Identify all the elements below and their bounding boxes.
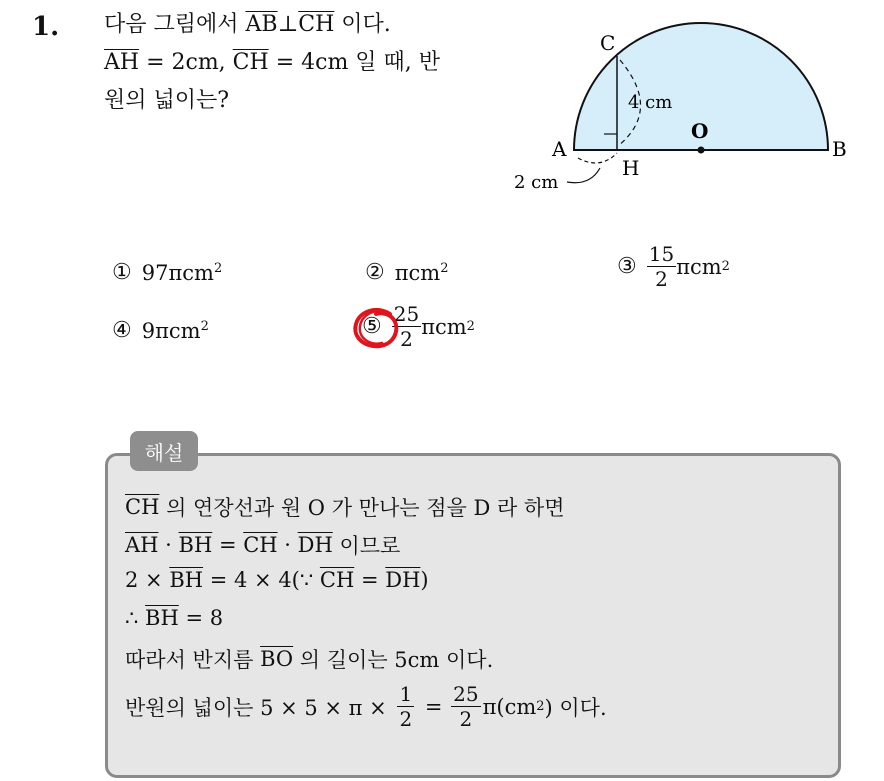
center-point-o [698, 147, 705, 154]
ah-length-arc [578, 153, 617, 163]
option-1[interactable] [112, 260, 222, 285]
option-1-value: 97πcm$^2$ [141, 260, 223, 285]
answer-circle-stroke [355, 310, 396, 346]
answer-circle-mark [352, 306, 402, 352]
solution-line-5: 따라서 반지름 $\overline{BO}$ 의 길이는 5cm 이다. [125, 647, 494, 672]
question-line-2: $\overline{AH} = 2cm$, $\overline{CH} = 4cm$ 일 때, 반 [104, 50, 441, 75]
option-3[interactable] [617, 244, 730, 289]
label-ah-length: 2 cm [514, 172, 559, 193]
segment-ch: $\overline{CH}$ [298, 12, 335, 37]
option-2-marker: ② [365, 260, 385, 285]
option-5-marker: ⑤ [362, 314, 382, 339]
semicircle-diagram [500, 10, 860, 200]
question-line-1: 다음 그림에서 $\overline{AB}\perp\overline{CH}$ 이다. [104, 12, 391, 37]
segment-ch-2: $\overline{CH}$ [232, 50, 269, 75]
option-3-marker: ③ [617, 254, 637, 279]
option-3-value: $\frac{15}{2}$ πcm 2 [648, 242, 730, 291]
option-4-marker: ④ [112, 318, 132, 343]
solution-tag: 해설 [130, 431, 198, 471]
option-1-marker: ① [112, 260, 132, 285]
solution-line-6: 반원의 넓이는 5 × 5 × π × $\frac{1}{2}$ = $\frac{25}{2}$ π(cm 2 ) 이다. [125, 682, 607, 731]
perp-symbol: ⊥ [277, 12, 299, 37]
solution-line-2: $\overline{AH}$ · $\overline{BH}$ = $\overline{CH}$ · $\overline{DH}$ 이므로 [125, 533, 401, 558]
question-number: 1. [32, 12, 60, 42]
segment-ab: $\overline{AB}$ [245, 12, 278, 37]
option-4[interactable] [112, 318, 209, 343]
label-b: B [832, 137, 847, 161]
option-4-value: 9πcm$^2$ [141, 318, 209, 343]
label-o: O [691, 119, 709, 143]
option-2[interactable] [365, 260, 449, 285]
solution-line-3: 2 × $\overline{BH}$ = 4 × 4(∵ $\overline{CH}$ = $\overline{DH}$ ) [125, 568, 429, 592]
label-a: A [552, 137, 567, 161]
segment-ah: $\overline{AH}$ [104, 50, 140, 75]
question-line-3: 원의 넓이는? [104, 88, 230, 113]
solution-line-4: ∴ $\overline{BH}$ = 8 [125, 606, 224, 630]
label-c: C [600, 31, 616, 55]
solution-line-1: $\overline{CH}$ 의 연장선과 원 O 가 만나는 점을 D 라 하면 [125, 495, 565, 520]
option-2-value: πcm$^2$ [394, 260, 449, 285]
option-5-value: $\frac{25}{2}$ πcm 2 [393, 302, 475, 351]
ah-pointer-line [567, 168, 600, 183]
label-ch-length: 4 cm [628, 92, 673, 113]
label-h: H [622, 156, 640, 180]
